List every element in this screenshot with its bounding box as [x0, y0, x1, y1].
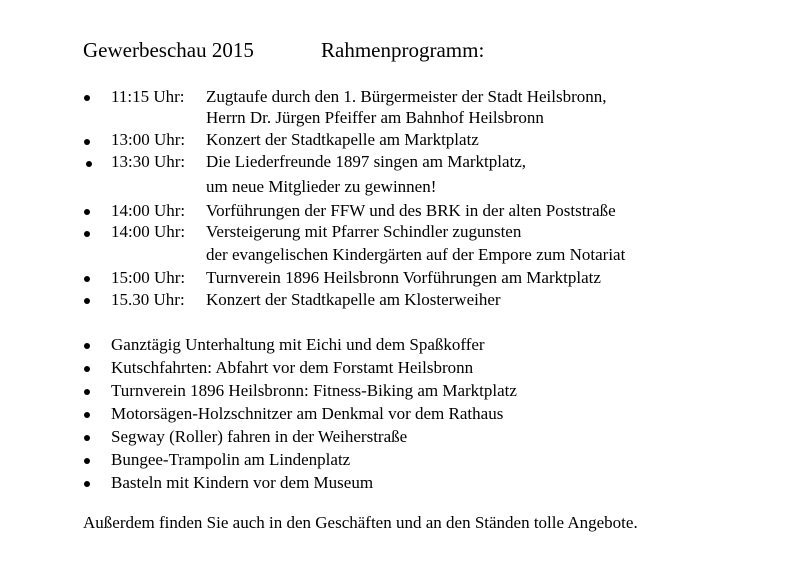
schedule-time: 15.30 Uhr:: [111, 290, 185, 309]
bullet-icon: [84, 276, 90, 282]
document-title: [83, 38, 484, 63]
schedule-description: Die Liederfreunde 1897 singen am Marktplatz,: [206, 152, 527, 171]
bullet-icon: [86, 161, 92, 167]
bullet-icon: [84, 209, 90, 215]
activity-item: Turnverein 1896 Heilsbronn: Fitness-Biking am Marktplatz: [111, 381, 517, 400]
footer-note: Außerdem finden Sie auch in den Geschäften und an den Ständen tolle Angebote.: [83, 513, 638, 532]
schedule-description: Zugtaufe durch den 1. Bürgermeister der Stadt Heilsbronn,: [206, 87, 607, 106]
bullet-icon: [84, 231, 90, 237]
schedule-time: 14:00 Uhr:: [111, 222, 186, 241]
activity-item: Kutschfahrten: Abfahrt vor dem Forstamt Heilsbronn: [111, 358, 474, 377]
bullet-icon: [84, 343, 90, 349]
activity-item: Segway (Roller) fahren in der Weiherstraße: [111, 427, 408, 446]
schedule-time: 11:15 Uhr:: [111, 87, 185, 106]
title-event: Gewerbeschau 2015: [83, 38, 254, 62]
activity-item: Motorsägen-Holzschnitzer am Denkmal vor dem Rathaus: [111, 404, 504, 423]
schedule-time: 15:00 Uhr:: [111, 268, 186, 287]
schedule-time: 13:00 Uhr:: [111, 130, 186, 149]
schedule-time: 13:30 Uhr:: [111, 152, 186, 171]
bullet-icon: [84, 481, 90, 487]
bullet-icon: [84, 95, 90, 101]
schedule-description: Konzert der Stadtkapelle am Marktplatz: [206, 130, 479, 149]
bullet-icon: [84, 389, 90, 395]
activity-item: Basteln mit Kindern vor dem Museum: [111, 473, 374, 492]
schedule-description: Konzert der Stadtkapelle am Klosterweiher: [206, 290, 501, 309]
bullet-icon: [84, 435, 90, 441]
schedule-description: Turnverein 1896 Heilsbronn Vorführungen am Marktplatz: [206, 268, 601, 287]
schedule-description: der evangelischen Kindergärten auf der Empore zum Notariat: [206, 245, 626, 264]
schedule-description: um neue Mitglieder zu gewinnen!: [206, 177, 437, 196]
title-program: Rahmenprogramm:: [321, 38, 485, 62]
bullet-icon: [84, 458, 90, 464]
schedule-description: Herrn Dr. Jürgen Pfeiffer am Bahnhof Heilsbronn: [206, 108, 544, 127]
bullet-icon: [84, 298, 90, 304]
activity-item: Bungee-Trampolin am Lindenplatz: [111, 450, 351, 469]
bullet-icon: [84, 139, 90, 145]
schedule-description: Vorführungen der FFW und des BRK in der alten Poststraße: [206, 201, 616, 220]
schedule-description: Versteigerung mit Pfarrer Schindler zugunsten: [206, 222, 522, 241]
schedule-time: 14:00 Uhr:: [111, 201, 186, 220]
activity-item: Ganztägig Unterhaltung mit Eichi und dem Spaßkoffer: [111, 335, 485, 354]
bullet-icon: [84, 412, 90, 418]
bullet-icon: [84, 366, 90, 372]
